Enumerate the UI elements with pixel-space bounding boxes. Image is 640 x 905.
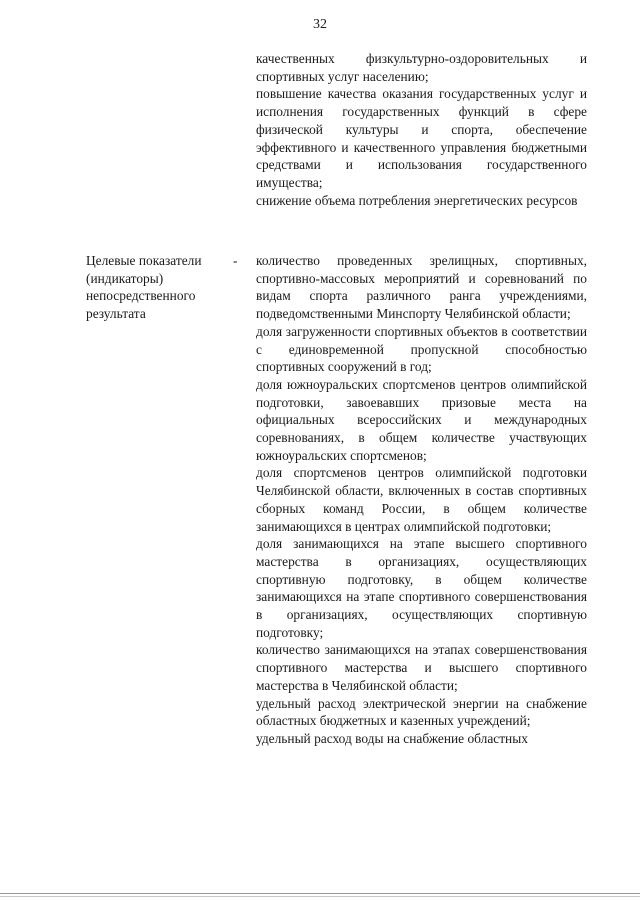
page-bottom-rule xyxy=(0,893,640,894)
indicator-list xyxy=(256,252,587,748)
indicator-item: количество проведенных зрелищных, спортивных, спортивно-массовых мероприятий и соревнований по видам спорта различного ранга учреждениями, подведомственными Минспорту Челябинской области; xyxy=(256,253,587,322)
continuation-paragraph-2: повышение качества оказания государственных услуг и исполнения государственных функций в сфере физической культуры и спорта, обеспечение эффективного и качественного управления бюджетными средствами и использования государственного имущества; xyxy=(256,86,587,190)
section-label: Целевые показатели (индикаторы) непосредственного результата xyxy=(86,253,202,322)
indicator-item: удельный расход электрической энергии на снабжение областных бюджетных и казенных учреждений; xyxy=(256,695,587,729)
indicator-item: количество занимающихся на этапах совершенствования спортивного мастерства и высшего спортивного мастерства в Челябинской области; xyxy=(256,642,587,693)
continuation-paragraph-3: снижение объема потребления энергетических ресурсов xyxy=(256,192,578,208)
page-number: 32 xyxy=(313,17,327,32)
page-bottom-rule-secondary xyxy=(0,896,640,897)
continuation-block xyxy=(256,50,587,209)
continuation-paragraph-1: качественных физкультурно-оздоровительных и спортивных услуг населению; xyxy=(256,51,587,84)
section-dash: - xyxy=(233,253,238,268)
indicator-item: доля занимающихся на этапе высшего спортивного мастерства в организациях, осуществляющих спортивную подготовку, в общем количестве занимающихся на этапе спортивного совершенствования в организациях, осуществляющих спортивную подготовку; xyxy=(256,536,587,640)
indicator-item: доля спортсменов центров олимпийской подготовки Челябинской области, включенных в состав спортивных сборных команд России, в общем количестве занимающихся в центрах олимпийской подготовки; xyxy=(256,465,587,534)
indicator-item: удельный расход воды на снабжение областных xyxy=(256,730,528,746)
indicator-item: доля загруженности спортивных объектов в соответствии с единовременной пропускной способностью спортивных сооружений в год; xyxy=(256,323,587,375)
indicator-item: доля южноуральских спортсменов центров олимпийской подготовки, завоевавших призовые места на официальных всероссийских и международных соревнованиях, в общем количестве участвующих южноуральских спортсменов; xyxy=(256,376,587,463)
